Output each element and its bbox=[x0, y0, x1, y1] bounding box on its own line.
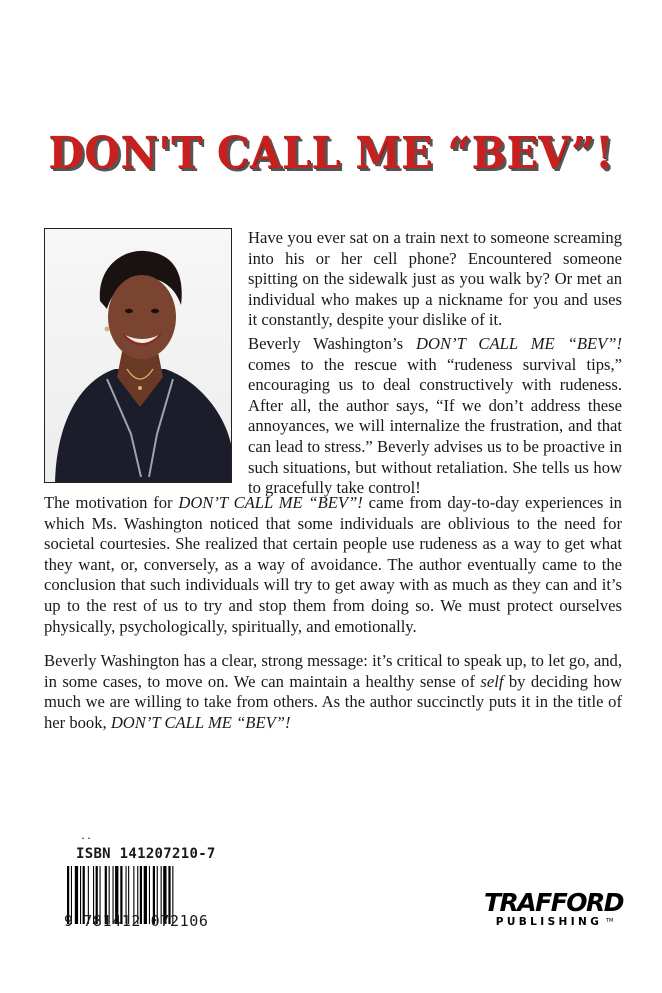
author-portrait-image bbox=[45, 229, 231, 482]
book-title-reference: DON’T CALL ME “BEV”! bbox=[110, 712, 291, 732]
publisher-subtitle: PUBLISHING bbox=[495, 916, 603, 928]
publisher-name: TRAFFORD bbox=[484, 888, 624, 917]
p2-text-start: Beverly Washington’s bbox=[248, 334, 417, 353]
p2-text-end: comes to the rescue with “rudeness survival tips,” encouraging us to deal constructively with rudeness. After all, the author says, “If we don’t address these annoyances, we will internalize the frustration, and that can lead to stress.” Beverly advises us to be proactive in such situations, but without retaliation. She tells us how to gracefully take control! bbox=[248, 354, 622, 498]
intro-paragraph: Have you ever sat on a train next to someone screaming into his or her cell phone? Encountered someone spitting on the sidewalk just as you walk by? Or met an individual who makes up a nickname for you and uses it constantly, despite your dislike of it. bbox=[248, 228, 622, 330]
book-title: DON'T CALL ME “BEV”! bbox=[48, 128, 614, 179]
message-paragraph bbox=[44, 651, 622, 733]
trademark-mark: TM bbox=[606, 918, 614, 924]
p3-text-start: The motivation for bbox=[44, 493, 179, 512]
motivation-paragraph bbox=[44, 493, 622, 637]
p4-text-middle: by deciding how much we are willing to take from others. As the author succinctly puts it in the title of her book, bbox=[44, 671, 622, 732]
barcode-digits: 9 781412 072106 bbox=[64, 912, 209, 930]
book-description-paragraph bbox=[248, 334, 622, 499]
author-photo bbox=[44, 228, 232, 483]
barcode-dots: .. bbox=[80, 831, 93, 842]
p3-text-end: came from day-to-day experiences in which Ms. Washington noticed that some individuals are oblivious to the need for societal courtesies. She realized that certain people use rudeness as a way to get what they want, or, conversely, as a way of avoidance. The author eventually came to the conclusion that such individuals will try to get away with as much as they can and it’s up to the rest of us to try and stop them from doing so. We must protect ourselves physically, psychologically, spiritually, and emotionally. bbox=[44, 493, 622, 636]
self-emphasis: self bbox=[480, 671, 504, 691]
p4-text-start: Beverly Washington has a clear, strong message: it’s critical to speak up, to let go, and, in some cases, to move on. We can maintain a healthy sense of bbox=[44, 651, 622, 691]
isbn-label: ISBN 141207210-7 bbox=[76, 846, 216, 862]
book-title-reference: DON’T CALL ME “BEV”! bbox=[416, 334, 622, 353]
publisher-logo bbox=[484, 888, 624, 934]
book-title-reference: DON’T CALL ME “BEV”! bbox=[178, 493, 363, 512]
